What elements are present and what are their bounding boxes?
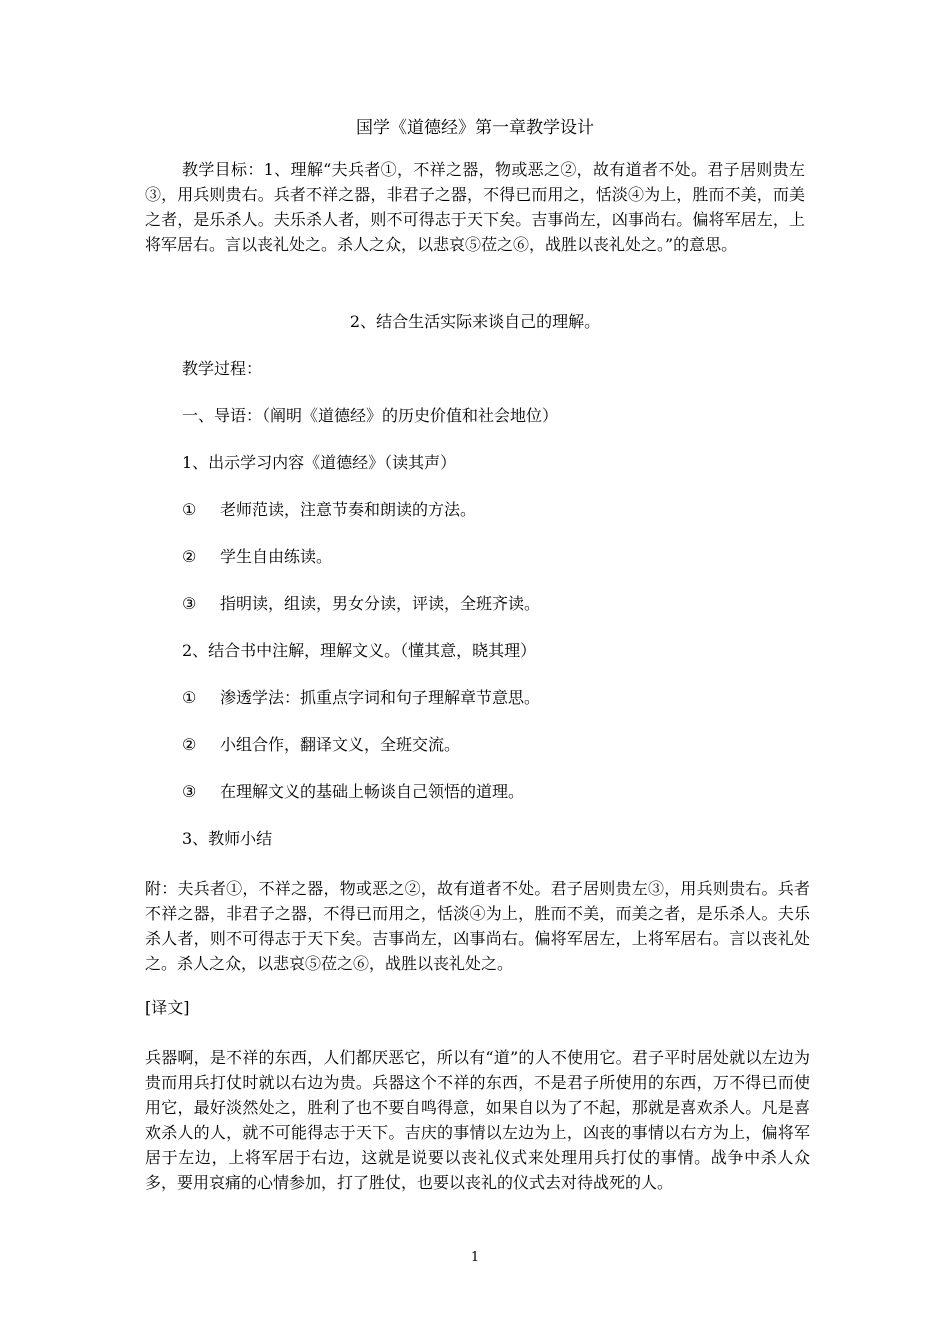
section-one-heading: 一、导语：（阐明《道德经》的历史价值和社会地位） [182, 406, 559, 425]
step1-item-1-number: ① [182, 500, 197, 519]
step2-item-2-number: ② [182, 735, 197, 754]
step1-item-1-text: 老师范读，注意节奏和朗读的方法。 [220, 500, 477, 519]
step1-item-2 [182, 546, 332, 568]
step1-item-3 [182, 593, 540, 615]
teaching-objective-paragraph: 教学目标：1、理解“夫兵者①，不祥之器，物或恶之②，故有道者不处。君子居则贵左③，用兵则贵右。兵者不祥之器，非君子之器，不得已而用之，恬淡④为上，胜而不美，而美之者，是乐杀人。夫乐杀人者，则不可得志于天下矣。吉事尚左，凶事尚右。偏将军居左，上将军居右。言以丧礼处之。杀人之众，以悲哀⑤莅之⑥，战胜以丧礼处之。”的意思。 [145, 160, 805, 254]
teaching-process-heading: 教学过程： [182, 359, 263, 378]
step2-item-1 [182, 687, 540, 709]
step2-item-2 [182, 734, 460, 756]
step3-heading: 3、教师小结 [182, 829, 273, 848]
step2-item-3-number: ③ [182, 782, 197, 801]
translation-tag: [译文] [145, 998, 190, 1017]
step2-item-1-text: 渗透学法：抓重点字词和句子理解章节意思。 [220, 688, 541, 707]
translation-paragraph: 兵器啊，是不祥的东西，人们都厌恶它，所以有“道”的人不使用它。君子平时居处就以左边为贵而用兵打仗时就以右边为贵。兵器这个不祥的东西，不是君子所使用的东西，万不得已而使用它，最好淡然处之，胜利了也不要自鸣得意，如果自以为了不起，那就是喜欢杀人。凡是喜欢杀人的人，就不可能得志于天下。吉庆的事情以左边为上，凶丧的事情以右方为上，偏将军居于左边，上将军居于右边，这就是说要以丧礼仪式来处理用兵打仗的事情。战争中杀人众多，要用哀痛的心情参加，打了胜仗，也要以丧礼的仪式去对待战死的人。 [145, 1048, 810, 1192]
step1-item-3-number: ③ [182, 594, 197, 613]
step1-item-1 [182, 499, 476, 521]
step1-heading: 1、出示学习内容《道德经》（读其声） [182, 453, 457, 472]
step2-item-3-text: 在理解文义的基础上畅谈自己领悟的道理。 [220, 782, 525, 801]
step1-item-3-text: 指明读，组读，男女分读，评读，全班齐读。 [220, 594, 541, 613]
teaching-objective-2: 2、结合生活实际来谈自己的理解。 [349, 312, 601, 331]
page-number: 1 [470, 1250, 480, 1265]
appendix-paragraph: 附：夫兵者①，不祥之器，物或恶之②，故有道者不处。君子居则贵左③，用兵则贵右。兵者不祥之器，非君子之器，不得已而用之，恬淡④为上，胜而不美，而美之者，是乐杀人。夫乐杀人者，则不可得志于天下矣。吉事尚左，凶事尚右。偏将军居左，上将军居右。言以丧礼处之。杀人之众，以悲哀⑤莅之⑥，战胜以丧礼处之。 [145, 879, 810, 973]
step1-item-2-number: ② [182, 547, 197, 566]
step2-heading: 2、结合书中注解，理解文义。（懂其意，晓其理） [182, 641, 537, 660]
step2-item-3 [182, 781, 524, 803]
step2-item-2-text: 小组合作，翻译文义，全班交流。 [220, 735, 461, 754]
step1-item-2-text: 学生自由练读。 [220, 547, 333, 566]
document-title: 国学《道德经》第一章教学设计 [356, 118, 594, 138]
step2-item-1-number: ① [182, 688, 197, 707]
